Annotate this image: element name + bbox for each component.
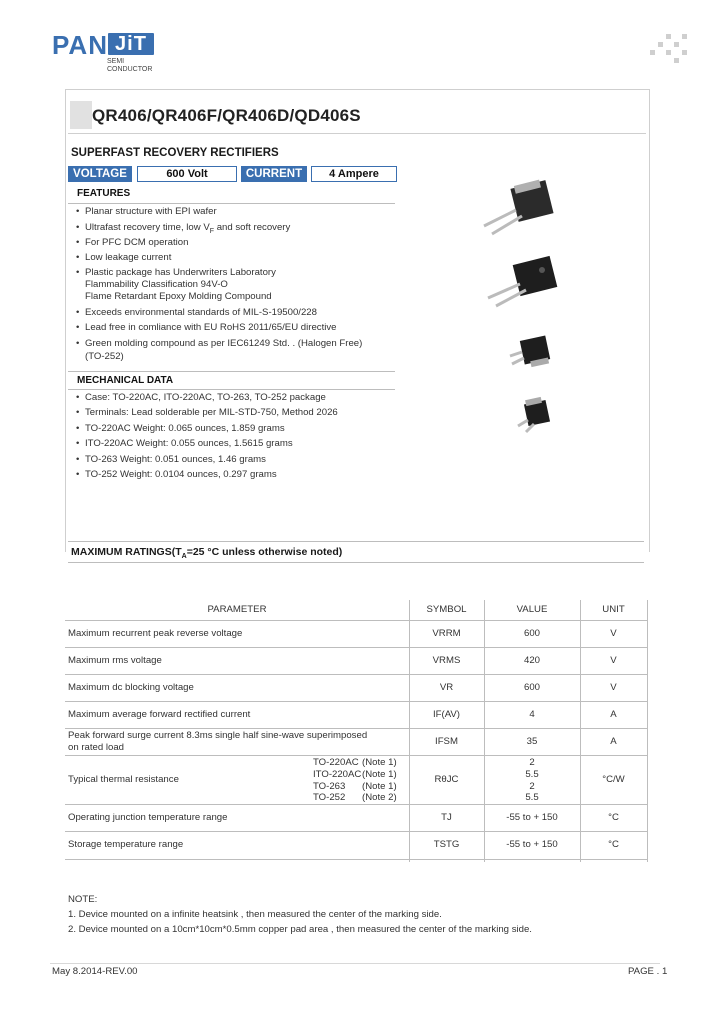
thermal-note: (Note 1) [362,769,397,780]
product-subtitle: SUPERFAST RECOVERY RECTIFIERS [71,147,279,159]
table-row-parameter-continued: on rated load [68,742,125,753]
ratings-heading: MAXIMUM $RATINGS(T_A=25$ °C unless otherwise noted) [71,546,343,561]
table-row-unit: °C [608,812,619,823]
table-row-value: -55 to + 150 [506,812,558,823]
table-row-divider [65,647,648,648]
table-header-divider [65,620,648,621]
feature-item: • Ultrafast recovery time, low $V_F$ and soft recovery [76,222,291,235]
table-row-symbol: TSTG [433,839,460,850]
table-row-value: 4 [529,709,535,720]
thermal-value: 5.5 [525,769,539,780]
table-row-symbol: VRMS [432,655,461,666]
table-row-value: 420 [523,655,540,666]
notes-heading: NOTE: [68,894,98,905]
table-row-symbol: TJ [441,812,452,823]
mechanical-item: • TO-263 Weight: 0.051 ounces, 1.46 grams [76,454,266,465]
feature-item-continued: Flame Retardant Epoxy Molding Compound [85,291,272,302]
table-column-divider [647,600,648,862]
table-row-unit: V [610,682,617,693]
table-row-parameter: Maximum dc blocking voltage [68,682,194,693]
decorative-dots-icon [644,34,692,64]
feature-item: • Lead free in comliance with EU RoHS 2011/65/EU directive [76,322,337,333]
feature-item: • Green molding compound as per IEC61249 Std. . (Halogen Free) [76,338,363,349]
current-value: 4 Ampere [311,166,397,182]
table-row-parameter: Peak forward surge current 8.3ms single half sine-wave superimposed [68,730,368,741]
table-row-symbol: IFSM [435,736,458,747]
mechanical-item: • TO-252 Weight: 0.0104 ounces, 0.297 grams [76,469,277,480]
footer-page-number: PAGE . 1 [628,966,668,977]
mechanical-item: • TO-220AC Weight: 0.065 ounces, 1.859 grams [76,423,285,434]
column-header-parameter: PARAMETER [207,604,267,615]
feature-item-continued: (TO-252) [85,351,124,362]
ratings-divider [68,562,644,563]
feature-item: • Plastic package has Underwriters Laboratory [76,267,276,278]
features-divider [68,203,395,204]
voltage-label: VOLTAGE [68,166,132,182]
column-header-unit: UNIT [602,604,625,615]
to-263-package-image [504,334,556,374]
table-row-parameter: Maximum average forward rectified current [68,709,251,720]
feature-item-continued: Flammability Classification 94V-O [85,279,228,290]
table-row-parameter: Maximum recurrent peak reverse voltage [68,628,243,639]
table-row-divider [65,728,648,729]
thermal-note: (Note 1) [362,757,397,768]
table-row-parameter: Typical thermal resistance [68,774,179,785]
table-row-parameter: Operating junction temperature range [68,812,228,823]
table-row-unit: A [610,709,617,720]
table-row-value: -55 to + 150 [506,839,558,850]
brand-subtitle: SEMI CONDUCTOR [107,58,153,73]
mechanical-divider [68,389,395,390]
table-row-symbol: VRRM [432,628,461,639]
table-row-value: 600 [523,682,540,693]
table-row-divider [65,701,648,702]
table-row-divider [65,755,648,756]
footer-date: May 8.2014-REV.00 [52,966,138,977]
table-row-divider [65,804,648,805]
title-band [70,101,92,129]
feature-item: • Low leakage current [76,252,172,263]
current-label: CURRENT [241,166,307,182]
thermal-value: 5.5 [525,792,539,803]
ito-220ac-package-image [480,254,572,310]
table-row-value: 600 [523,628,540,639]
table-row-unit: A [610,736,617,747]
table-row-parameter: Maximum rms voltage [68,655,162,666]
features-heading: FEATURES [77,188,131,199]
table-row-parameter: Storage temperature range [68,839,184,850]
to-220ac-package-image [478,178,570,240]
table-row-symbol: RθJC [434,774,459,785]
to-252-package-image [510,396,556,436]
notes-section [68,892,532,937]
note-item: 1. Device mounted on a infinite heatsink , then measured the center of the marking side. [68,909,442,920]
table-row-unit: V [610,628,617,639]
table-row-symbol: VR [439,682,454,693]
thermal-package-label: TO-263 [313,781,346,792]
column-header-value: VALUE [516,604,548,615]
table-row-unit: °C/W [602,774,625,785]
feature-item: • Planar structure with EPI wafer [76,206,217,217]
mechanical-item: • Terminals: Lead solderable per MIL-STD-750, Method 2026 [76,407,338,418]
thermal-note: (Note 1) [362,781,397,792]
page-title: QR406/QR406F/QR406D/QD406S [92,106,361,125]
voltage-value: 600 Volt [137,166,237,182]
thermal-package-label: TO-220AC [313,757,359,768]
mechanical-item: • ITO-220AC Weight: 0.055 ounces, 1.5615 grams [76,438,293,449]
note-item: 2. Device mounted on a 10cm*10cm*0.5mm copper pad area , then measured the center of the marking side. [68,924,532,935]
thermal-value: 2 [529,757,535,768]
mechanical-top-divider [68,371,395,372]
table-row-symbol: IF(AV) [432,709,460,720]
title-divider [68,133,646,134]
feature-item: • For PFC DCM operation [76,237,189,248]
feature-item: • Exceeds environmental standards of MIL-S-19500/228 [76,307,317,318]
brand-logo-badge: JiT [108,33,154,55]
table-row-unit: °C [608,839,619,850]
mechanical-heading: MECHANICAL DATA [77,375,174,386]
mechanical-item: • Case: TO-220AC, ITO-220AC, TO-263, TO-252 package [76,392,326,403]
thermal-note: (Note 2) [362,792,397,803]
thermal-package-label: ITO-220AC [313,769,362,780]
table-bottom-divider [65,859,648,860]
thermal-value: 2 [529,781,535,792]
brand-logo-text: PAN [52,30,108,60]
table-row-divider [65,674,648,675]
ratings-top-divider [68,541,644,542]
table-row-divider [65,831,648,832]
footer-divider [50,963,660,964]
table-row-value: 35 [526,736,538,747]
thermal-package-label: TO-252 [313,792,346,803]
table-row-unit: V [610,655,617,666]
column-header-symbol: SYMBOL [426,604,467,615]
